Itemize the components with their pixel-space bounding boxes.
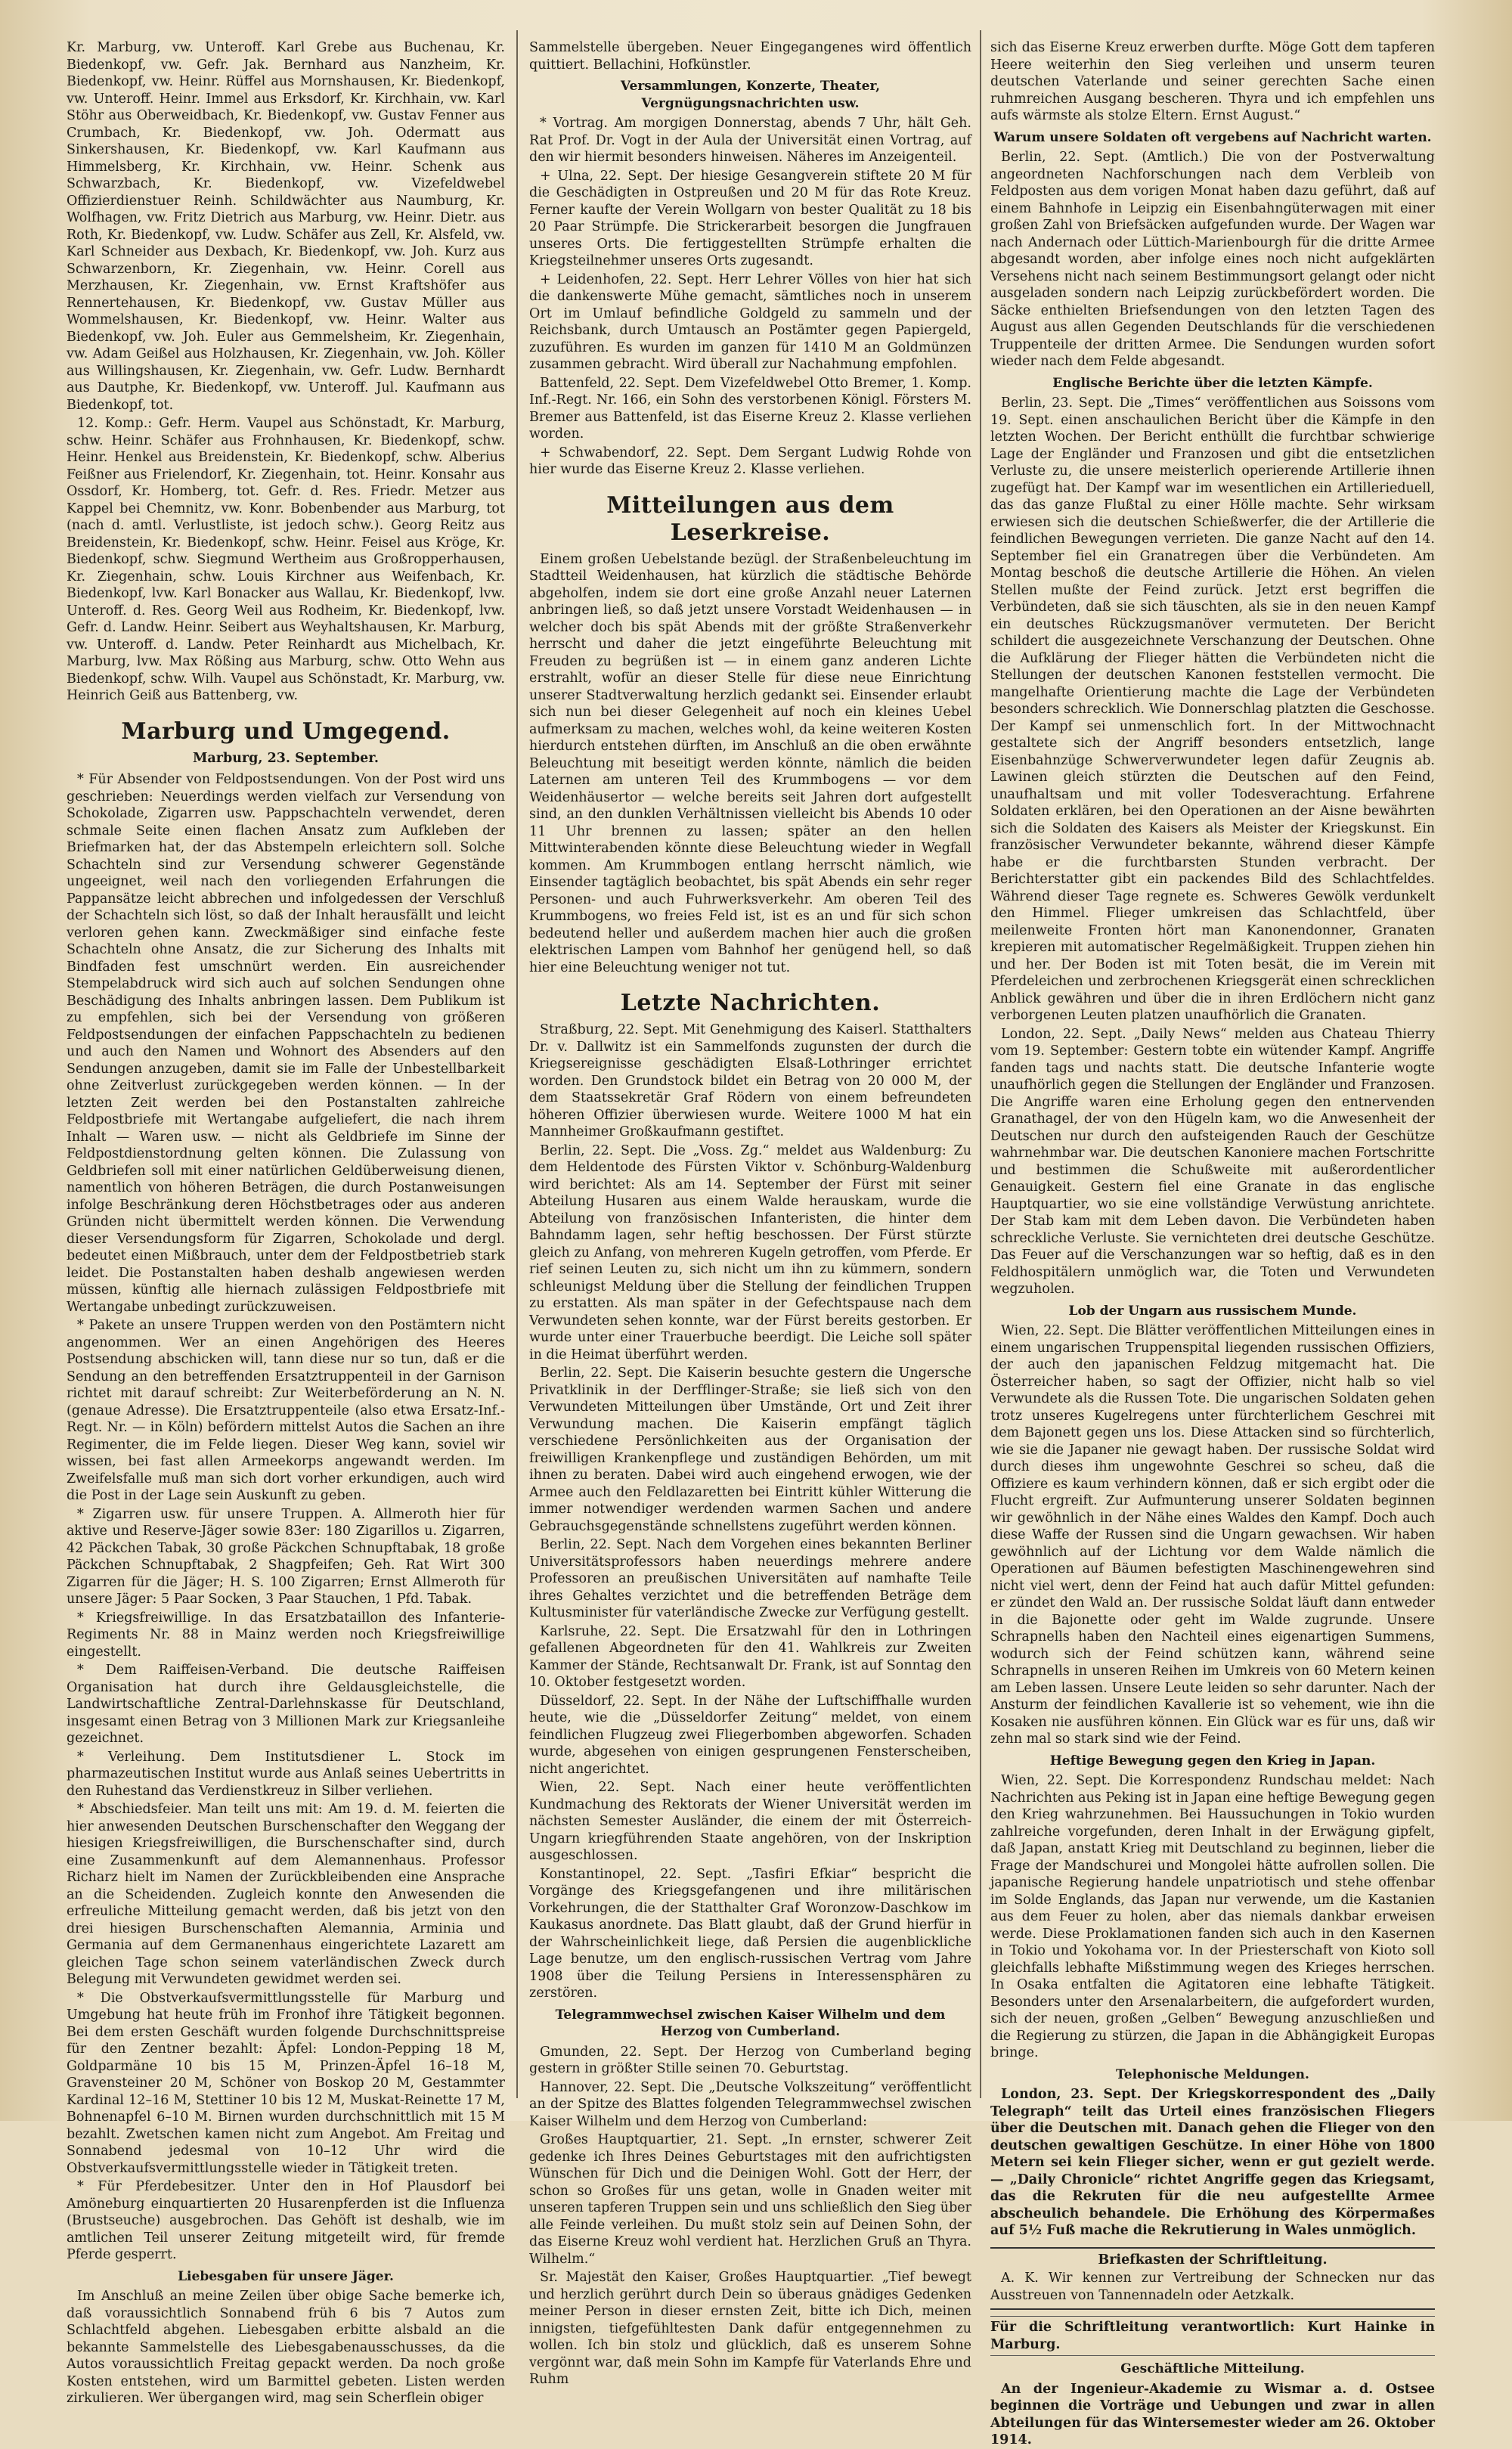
article-paragraph: Sammelstelle übergeben. Neuer Eingegangenes wird öffentlich quittiert. Bellachini, Hofkünstler. — [529, 40, 971, 73]
briefkasten-box — [990, 2247, 1435, 2311]
article-paragraph: * Pakete an unsere Truppen werden von den Postämtern nicht angenommen. Wer an einen Angehörigen des Heeres Postsendung abschicken will, tann diese nur so tun, daß er die Sendung an den betreffenden Ersatztruppenteil in der Garnison richtet mit darauf schreibt: Zur Weiterbeförderung an N. N. (genaue Adresse). Die Ersatztruppenteile (also etwa Ersatz-Inf.-Regt. Nr. — in Köln) befördern mittelst Autos die Sachen an ihre Regimenter, die im Felde liegen. Dieser Weg kann, soviel wir wissen, bei fast allen Armeekorps angewandt werden. Im Zweifelsfalle muß man sich dort vorher erkundigen, auch wird die Post in der Lage sein Auskunft zu geben. — [67, 1318, 505, 1503]
article-paragraph: A. K. Wir kennen zur Vertreibung der Schnecken nur das Ausstreuen von Tannennadeln oder Aetzkalk. — [990, 2271, 1435, 2303]
article-paragraph: sich das Eiserne Kreuz erwerben durfte. Möge Gott dem tapferen Heere weiterhin den Sieg verleihen und unserm teuren deutschen Vaterlande und seiner gerechten Sache einen ruhmreichen Ausgang bescheren. Thyra und ich empfehlen uns aufs wärmste als stolze Eltern. Ernst August.“ — [990, 40, 1435, 123]
subheading-japan: Heftige Bewegung gegen den Krieg in Japan. — [1049, 1753, 1376, 1769]
subheading-geschaeftliche-mitteilung: Geschäftliche Mitteilung. — [1120, 2361, 1305, 2376]
local-news: + Ulna, 22. Sept. Der hiesige Gesangverein stiftete 20 M für die Geschädigten in Ostpreußen und 20 M für das Rote Kreuz. Ferner kaufte der Verein Wollgarn von bester Qualität zu 18 bis 20 Paar Strümpfe. Die Strickerarbeit besorgen die Jungfrauen unseres Orts. Die fertiggestellten Strümpfe erhalten die Kriegsteilnehmer unseres Orts zugesandt. — [529, 168, 971, 268]
column-1 — [67, 39, 505, 2406]
news-item: London, 22. Sept. „Daily News“ melden aus Chateau Thierry vom 19. September: Gestern tobte ein wütender Kampf. Angriffe fanden tags und nachts statt. Die deutsche Infanterie wogte unaufhörlich gegen die Stellungen der Engländer und Franzosen. Die Angriffe waren eine Erholung gegen den entnervenden Granathagel, der von den Hügeln kam, wo die Anwesenheit der Deutschen nur durch den aufsteigenden Rauch der Geschütze wahrnehmbar war. Die deutschen Kanoniere machen Fortschritte und bestimmen die Schußweite mit außerordentlicher Genauigkeit. Gestern fiel eine Granate in das englische Hauptquartier, wo sie eine vollständige Verwüstung anrichtete. Der Stab kam mit dem Leben davon. Die Verbündeten haben schreckliche Verluste. Sie vernichteten drei deutsche Geschütze. Das Feuer auf die Verschanzungen war so heftig, daß es in den Feldhospitälern unmöglich war, die Toten und Verwundeten wegzuholen. — [990, 1026, 1435, 1297]
news-item: Großes Hauptquartier, 21. Sept. „In ernster, schwerer Zeit gedenke ich Ihres Deines Geburtstages mit den aufrichtigsten Wünschen für Dich und die Deinigen Wohl. Gott der Herr, der schon so Großes für uns getan, wolle in Gnaden weiter mit unseren tapferen Truppen sein und uns schließlich den Sieg über alle Feinde verleihen. Du mußt stolz sein auf Deinen Sohn, der das Eiserne Kreuz wohl verdient hat. Herzlichen Gruß an Thyra. Wilhelm.“ — [529, 2132, 971, 2267]
news-item: Berlin, 22. Sept. Die „Voss. Zg.“ meldet aus Waldenburg: Zu dem Heldentode des Fürsten Viktor v. Schönburg-Waldenburg wird berichtet: Als am 14. September der Fürst mit seiner Abteilung Husaren aus einem Walde herauskam, wurde die Abteilung von französischen Infanteristen, die hinter dem Bahndamm lagen, sehr heftig beschossen. Der Fürst stürzte gleich zu Anfang, von mehreren Kugeln getroffen, vom Pferde. Er rief seinen Leuten zu, sich nicht um ihn zu kümmern, sondern schleunigst Meldung über die Stellung der feindlichen Truppen zu erstatten. Als man später in der Gefechtspause nach dem Verwundeten sehen konnte, war der Fürst bereits gestorben. Er wurde unter einer Trauerbuche beerdigt. Die Leiche soll später in die Heimat überführt werden. — [529, 1142, 971, 1362]
article-paragraph: * Vortrag. Am morgigen Donnerstag, abends 7 Uhr, hält Geh. Rat Prof. Dr. Vogt in der Aula der Universität einen Vortrag, auf den wir hiermit besonders hinweisen. Näheres im Anzeigenteil. — [529, 116, 971, 165]
subheading-warum: Warum unsere Soldaten oft vergebens auf Nachricht warten. — [993, 129, 1432, 145]
news-item: Gmunden, 22. Sept. Der Herzog von Cumberland beging gestern in größter Stille seinen 70. Geburtstag. — [529, 2044, 971, 2076]
news-item: Düsseldorf, 22. Sept. In der Nähe der Luftschiffhalle wurden heute, wie die „Düsseldorfer Zeitung“ meldet, von einem feindlichen Flugzeug zwei Fliegerbomben abgeworfen. Schaden wurde, abgesehen von einigen gesprungenen Fensterscheiben, nicht angerichtet. — [529, 1693, 971, 1777]
news-item: Karlsruhe, 22. Sept. Die Ersatzwahl für den in Lothringen gefallenen Abgeordneten für den 41. Wahlkreis zur Zweiten Kammer der Stände, Rechtsanwalt Dr. Frank, ist auf Sonntag den 10. Oktober festgesetzt worden. — [529, 1623, 971, 1690]
article-paragraph: * Dem Raiffeisen-Verband. Die deutsche Raiffeisen Organisation hat durch ihre Geldausgleichstelle, die Landwirtschaftliche Zentral-Darlehnskasse für Deutschland, insgesamt einen Betrag von 3 Millionen Mark zur Kriegsanleihe gezeichnet. — [67, 1663, 505, 1746]
subheading-telegrammwechsel: Telegrammwechsel zwischen Kaiser Wilhelm und dem Herzog von Cumberland. — [555, 2007, 946, 2039]
subheading-englische-berichte: Englische Berichte über die letzten Kämpfe. — [1052, 375, 1373, 391]
article-paragraph: * Die Obstverkaufsvermittlungsstelle für Marburg und Umgebung hat heute früh im Fronhof ihre Tätigkeit begonnen. Bei dem ersten Geschäft wurden folgende Durchschnittspreise für den Zentner bezahlt: Äpfel: London-Pepping 18 M, Goldparmäne 10 bis 15 M, Prinzen-Äpfel 16–18 M, Gravensteiner 20 M, Schöner von Boskop 20 M, Gestammter Kardinal 12–16 M, Stettiner 10 bis 12 M, Muskat-Reinette 17 M, Bohnenapfel 6–10 M. Birnen wurden durchschnittlich mit 15 M bezahlt. Zwetschen kamen nicht zum Angebot. Am Freitag und Sonnabend jedesmal von 10–12 Uhr wird die Obstverkaufsvermittlungsstelle wieder in Tätigkeit treten. — [67, 1990, 505, 2176]
subheading-liebesgaben: Liebesgaben für unsere Jäger. — [178, 2268, 394, 2284]
news-item: Wien, 22. Sept. Nach einer heute veröffentlichten Kundmachung des Rektorats der Wiener Universität werden im nächsten Semester Ausländer, die einem der mit Österreich-Ungarn kriegführenden Staate angehören, von der Inskription ausgeschlossen. — [529, 1780, 971, 1863]
subheading-lob-der-ungarn: Lob der Ungarn aus russischem Munde. — [1068, 1303, 1357, 1319]
article-paragraph: * Verleihung. Dem Institutsdiener L. Stock im pharmazeutischen Institut wurde aus Anlaß seines Uebertritts in den Ruhestand das Verdienstkreuz in Silber verliehen. — [67, 1749, 505, 1799]
article-paragraph: Im Anschluß an meine Zeilen über obige Sache bemerke ich, daß voraussichtlich Sonnabend früh 6 bis 7 Autos zum Schlachtfeld abgehen. Liebesgaben erbitte alsbald an die bekannte Sammelstelle des Liebesgabenausschusses, da die Autos voraussichtlich Freitag gepackt werden. Da noch große Kosten entstehen, wird um Barmittel gebeten. Listen werden zirkulieren. Wer übergangen wird, mag sein Scherflein obiger — [67, 2289, 505, 2406]
article-paragraph: * Abschiedsfeier. Man teilt uns mit: Am 19. d. M. feierten die hier anwesenden Deutschen Burschenschafter den Weggang der hiesigen Kriegsfreiwilligen, die Burschenschafter sind, durch eine Zusammenkunft auf dem Alemannenhaus. Professor Richarz hielt im Namen der Zurückbleibenden eine Ansprache an die Scheidenden. Zugleich konnte den Anwesenden die erfreuliche Mitteilung gemacht werden, daß bis jetzt von den drei hiesigen Burschenschaften Alemannia, Arminia und Germania auf dem Germanenhaus eingerichtete Lazarett am gleichen Tage schon seinem vaterländischen Zweck durch Belegung mit Verwundeten gewidmet werden sei. — [67, 1802, 505, 1987]
subheading-versammlungen: Versammlungen, Konzerte, Theater, Vergnügungsnachrichten usw. — [620, 79, 881, 111]
news-item: Hannover, 22. Sept. Die „Deutsche Volkszeitung“ veröffentlicht an der Spitze des Blattes folgenden Telegrammwechsel zwischen Kaiser Wilhelm und dem Herzog von Cumberland: — [529, 2079, 971, 2129]
article-paragraph: Wien, 22. Sept. Die Korrespondenz Rundschau meldet: Nach Nachrichten aus Peking ist in Japan eine heftige Bewegung gegen den Krieg wahrzunehmen. Bei Haussuchungen in Tokio wurden zahlreiche vorgefunden, deren Inhalt in der Erwägung gipfelt, daß Japan, anstatt Krieg mit Deutschland zu beginnen, lieber die Frage der Mandschurei und Mongolei hätte aufrollen sollen. Die japanische Regierung handele unpatriotisch und stehe offenbar im Solde Englands, das Japan nur verwende, um die Kastanien aus dem Feuer zu holen, aber das niemals dankbar erweisen werde. Diese Proklamationen fanden sich auch in den Kasernen in Tokio und Yokohama vor. In der Priesterschaft von Kioto soll gleichfalls lebhafte Mißstimmung wegen des Krieges herrschen. In Osaka entfalten die Agitatoren eine lebhafte Tätigkeit. Besonders unter den Arsenalarbeitern, die aufgefordert wurden, sich der neuen, großen „Gelben“ Bewegung anzuschließen und die Regierung zu stürzen, die Japan in die Abhängigkeit Europas bringe. — [990, 1773, 1435, 2060]
news-item: Konstantinopel, 22. Sept. „Tasfiri Efkiar“ bespricht die Vorgänge des Kriegsgefangenen und ihre militärischen Vorkehrungen, die der Statthalter Graf Woronzow-Daschkow im Kaukasus anordnete. Das Blatt glaubt, daß der Grund hierfür in der Wahrscheinlichkeit liege, daß Persien die augenblickliche Lage benutze, um den englisch-russischen Vertrag vom Jahre 1908 über die Teilung Persiens in Interessensphären zu zerstören. — [529, 1866, 971, 2001]
local-news: + Leidenhofen, 22. Sept. Herr Lehrer Völles von hier hat sich die dankenswerte Mühe gemacht, sämtliches noch in unserem Ort im Umlauf befindliche Goldgeld zu sammeln und der Reichsbank, durch Umtausch an Postämter gegen Papiergeld, zuzuführen. Es wurden im ganzen für 1410 M an Goldmünzen zusammen gebracht. Wird überall zur Nachahmung empfohlen. — [529, 271, 971, 372]
news-item: Berlin, 22. Sept. Die Kaiserin besuchte gestern die Ungersche Privatklinik in der Derfflinger-Straße; sie ließ sich von den Verwundeten Mitteilungen über Umstände, Ort und Zeit ihrer Verwundung machen. Die Kaiserin empfängt täglich verschiedene Persönlichkeiten aus der Organisation der freiwilligen Krankenpflege und zuständigen Behörden, um mit ihnen zu beraten. Dabei wird auch eingehend erwogen, wie der Armee auch den Feldlazaretten bei Eintritt kühler Witterung die immer notwendiger werdenden warmen Sachen und andere Gebrauchsgegenstände schnellstens zugeführt werden können. — [529, 1366, 971, 1534]
subheading-briefkasten: Briefkasten der Schriftleitung. — [1098, 2252, 1328, 2268]
column-rule — [516, 30, 518, 2098]
column-2 — [529, 39, 971, 2387]
section-heading-letzte-nachrichten: Letzte Nachrichten. — [620, 990, 881, 1016]
casualty-list: Kr. Marburg, vw. Unteroff. Karl Grebe aus Buchenau, Kr. Biedenkopf, vw. Gefr. Jak. Bernhard aus Nanzheim, Kr. Biedenkopf, vw. Heinr. Rüffel aus Mornshausen, Kr. Biedenkopf, vw. Unteroff. Heinr. Immel aus Erksdorf, Kr. Kirchhain, vw. Karl Stöhr aus Oberweidbach, Kr. Biedenkopf, vw. Gustav Fenner aus Crumbach, Kr. Biedenkopf, vw. Joh. Odermatt aus Sinkershausen, Kr. Biedenkopf, vw. Karl Kaufmann aus Himmelsberg, Kr. Kirchhain, vw. Heinr. Schenk aus Schwarzbach, Kr. Biedenkopf, vw. Vizefeldwebel Offizierdienstuer Reinh. Schildwächter aus Naumburg, Kr. Wolfhagen, vw. Fritz Dietrich aus Marburg, vw. Heinr. Dietr. aus Roth, Kr. Biedenkopf, vw. Ludw. Schäfer aus Zell, Kr. Alsfeld, vw. Karl Schneider aus Dexbach, Kr. Biedenkopf, vw. Joh. Kurz aus Schwarzenborn, Kr. Ziegenhain, vw. Heinr. Corell aus Merzhausen, Kr. Ziegenhain, vw. Ernst Kraftshöfer aus Rennertehausen, Kr. Biedenkopf, vw. Gustav Müller aus Wommelshausen, Kr. Biedenkopf, vw. Heinr. Walter aus Biedenkopf, vw. Joh. Euler aus Gemmelsheim, Kr. Ziegenhain, vw. Adam Geißel aus Holzhausen, Kr. Ziegenhain, vw. Joh. Köller aus Willingshausen, Kr. Ziegenhain, vw. Gefr. Ludw. Bernhardt aus Dautphe, Kr. Biedenkopf, vw. Unteroff. Jul. Kaufmann aus Biedenkopf, tot. — [67, 40, 505, 413]
news-item: Berlin, 23. Sept. Die „Times“ veröffentlichen aus Soissons vom 19. Sept. einen anschaulichen Bericht über die Kämpfe in den letzten Wochen. Der Bericht enthüllt die furchtbar schwierige Lage der Engländer und Franzosen und gibt die entsetzlichen Verluste zu, die unsere meisterlich operierende Artillerie ihnen zugefügt hat. Der Kampf war im wesentlichen ein Artillerieduell, das das ganze Flußtal zu einer Hölle machte. Sehr wirksam erwiesen sich die deutschen Schießwerfer, die der Artillerie die feindlichen Bewegungen verrieten. Die ganze Nacht auf den 14. September fiel ein Granatregen über die Verbündeten. Am Montag beschoß die deutsche Artillerie die Höhen. An vielen Stellen mußte der Feind zurück. Jetzt erst begriffen die Verbündeten, daß sie sich täuschten, als sie in den neuen Kampf ein deutsches Rückzugsmanöver vermuteten. Der Bericht schildert die ausgezeichnete Verschanzung der Deutschen. Ohne die Aufklärung der Flieger hätten die Verbündeten nicht die Stellungen der deutschen Kanonen feststellen vermocht. Die mangelhafte Orientierung machte die Lage der Verbündeten besonders schrecklich. Wie Donnerschlag platzten die Geschosse. Der Kampf sei unmenschlich fort. In der Mittwochnacht gestaltete sich der Angriff besonders entsetzlich, lange Eisenbahnzüge Schwerverwundeter legen dafür Zeugnis ab. Lawinen gleich stürzten die Deutschen auf den Feind, unaufhaltsam und mit voller Todesverachtung. Erfahrene Soldaten erklären, bei den Operationen an der Aisne bewährten sich die Soldaten des Kaisers als Meister der Kriegskunst. Ein französischer Verwundeter bekannte, während dieser Kämpfe habe er die furchtbarsten Stunden verbracht. Der Berichterstatter gibt ein packendes Bild des Schlachtfeldes. Während dieser Tage regnete es. Schweres Gewölk verdunkelt den Himmel. Flieger umkreisen das Schlachtfeld, über meilenweite Fronten hört man Kanonendonner, Granaten krepieren mit automatischer Regelmäßigkeit. Truppen ziehen hin und her. Der Boden ist mit Toten besät, die im Verein mit Pferdeleichen und zerbrochenen Kriegsgerät einen schrecklichen Anblick gewähren und über die in ihren Erdlöchern nicht ganz verborgenen Leuten platzen unaufhörlich die Granaten. — [990, 395, 1435, 1023]
article-paragraph: * Für Pferdebesitzer. Unter den in Hof Plausdorf bei Amöneburg einquartierten 20 Husarenpferden ist die Influenza (Brustseuche) ausgebrochen. Das Gehöft ist deshalb, wie im amtlichen Teil unserer Zeitung mitgeteilt wird, für fremde Pferde gesperrt. — [67, 2179, 505, 2262]
news-item: Berlin, 22. Sept. Nach dem Vorgehen eines bekannten Berliner Universitätsprofessors haben neuerdings mehrere andere Professoren an preußischen Universitäten auf namhafte Teile ihres Gehaltes verzichtet und die betreffenden Beträge dem Kultusminister für vaterländische Zwecke zur Verfügung gestellt. — [529, 1537, 971, 1620]
dateline: Marburg, 23. September. — [193, 750, 379, 766]
responsible-editor: Für die Schriftleitung verantwortlich: Kurt Hainke in Marburg. — [990, 2316, 1435, 2356]
news-item: Sr. Majestät den Kaiser, Großes Hauptquartier. „Tief bewegt und herzlich gerührt durch Dein so überaus gnädiges Gedenken meiner Person in dieser ernsten Zeit, bitte ich Dich, meinen innigsten, tiefgefühltesten Dank dafür entgegennehmen zu wollen. Ich bin stolz und glücklich, daß es unserem Sohne vergönnt war, daß mein Sohn im Kampfe für Vaterlands Ehre und Ruhm — [529, 2270, 971, 2387]
article-paragraph: Berlin, 22. Sept. (Amtlich.) Die von der Postverwaltung angeordneten Nachforschungen nach dem Verbleib von Feldposten aus dem vorigen Monat haben dazu geführt, daß auf einem Bahnhofe in Leipzig ein Eisenbahngüterwagen mit einer großen Zahl von Briefsäcken aufgefunden wurde. Der Wagen war nach Andernach oder Lüttich-Marienbourgh für die dritte Armee abgesandt worden, aber infolge eines noch nicht aufgeklärten Versehens nicht nach seinem Bestimmungsort gelangt oder nicht ausgeladen sondern nach Leipzig zurückbefördert worden. Die Säcke enthielten Briefsendungen von den letzten Tagen des August aus allen Gegenden Deutschlands für die verschiedenen Truppenteile der dritten Armee. Die Sendungen wurden sofort wieder nach dem Felde abgesandt. — [990, 150, 1435, 369]
news-item: Straßburg, 22. Sept. Mit Genehmigung des Kaiserl. Statthalters Dr. v. Dallwitz ist ein Sammelfonds zugunsten der durch die Kriegsereignisse geschädigten Elsaß-Lothringer errichtet worden. Den Grundstock bildet ein Betrag von 20 000 M, der dem Staatssekretär Graf Rödern von einem befreundeten höheren Offizier überwiesen wurde. Weitere 1000 M hat ein Mannheimer Großkaufmann gestiftet. — [529, 1022, 971, 1139]
article-paragraph: * Für Absender von Feldpostsendungen. Von der Post wird uns geschrieben: Neuerdings werden vielfach zur Versendung von Schokolade, Zigarren usw. Pappschachteln verwendet, deren schmale Seite einen flachen Ansatz zum Aufkleben der Briefmarken hat, der das Abstempeln erleichtern soll. Solche Schachteln sind zur Versendung schwerer Gegenstände ungeeignet, weil nach den vorliegenden Erfahrungen die Pappansätze leicht abbrechen und infolgedessen der Verschluß der Schachteln sich löst, so daß der Inhalt herausfällt und leicht verloren gehen kann. Zweckmäßiger sind einfache feste Schachteln ohne Ansatz, die zur Sicherung des Inhalts mit Bindfaden fest umschnürt werden. Ein ausreichender Stempelabdruck wird sich auch auf solchen Sendungen ohne Beschädigung des Inhalts anbringen lassen. Dem Publikum ist zu empfehlen, sich bei der Versendung von größeren Feldpostsendungen der einfachen Pappschachteln zu bedienen und auch den Namen und Wohnort des Absenders auf den Sendungen anzugeben, damit sie im Falle der Unbestellbarkeit ohne Zeitverlust zurückgegeben werden können. — In der letzten Zeit werden bei den Postanstalten zahlreiche Feldpostbriefe mit Wertangabe aufgeliefert, die nach ihrem Inhalt — Waren usw. — nicht als Geldbriefe im Sinne der Feldpostdienstordnung gelten können. Die Zulassung von Geldbriefen soll mit einer natürlichen Geldüberweisung dienen, namentlich von höheren Beträgen, die durch Postanweisungen infolge Beschränkung deren Höchstbetrages oder aus anderen Gründen nicht übermittelt werden können. Die Verwendung dieser Versendungsform für Zigarren, Schokolade und dergl. bedeutet einen Mißbrauch, unter dem der Feldpostbetrieb stark leidet. Die Postanstalten haben deshalb angewiesen werden müssen, künftig alle hiernach zulässigen Feldpostbriefe mit Wertangabe unbedingt zurückzuweisen. — [67, 772, 505, 1315]
subheading-telephonische-meldungen: Telephonische Meldungen. — [1116, 2066, 1309, 2082]
local-news: Battenfeld, 22. Sept. Dem Vizefeldwebel Otto Bremer, 1. Komp. Inf.-Regt. Nr. 166, ein Sohn des verstorbenen Königl. Försters M. Bremer aus Battenfeld, ist das Eiserne Kreuz 2. Klasse verliehen worden. — [529, 375, 971, 442]
column-3 — [990, 39, 1435, 2447]
column-rule — [980, 30, 981, 2098]
article-paragraph: London, 23. Sept. Der Kriegskorrespondent des „Daily Telegraph“ teilt das Urteil eines französischen Fliegers über die Deutschen mit. Danach gehen die Flieger von den deutschen gewaltigen Geschütze. In einer Höhe von 1800 Metern sei kein Flieger sicher, wenn er gut gezielt werde. — „Daily Chronicle“ richtet Angriffe gegen das Kriegsamt, das die Rekruten für die neu aufgestellte Armee abscheulich behandele. Die Erhöhung des Körpermaßes auf 5½ Fuß mache die Rekrutierung in Wales unmöglich. — [990, 2087, 1435, 2238]
article-paragraph: * Zigarren usw. für unsere Truppen. A. Allmeroth hier für aktive und Reserve-Jäger sowie 83er: 180 Zigarillos u. Zigarren, 42 Päckchen Tabak, 30 große Päckchen Schnupftabak, 18 große Päckchen Schnupftabak, 2 Shagpfeifen; Geh. Rat Wirt 300 Zigarren für die Jäger; H. S. 100 Zigarren; Ernst Allmeroth für unsere Jäger: 5 Paar Socken, 3 Paar Stauchen, 1 Pfd. Tabak. — [67, 1506, 505, 1607]
article-paragraph: Wien, 22. Sept. Die Blätter veröffentlichen Mitteilungen eines in einem ungarischen Truppenspital liegenden russischen Offiziers, der auch den japanischen Feldzug mitgemacht hat. Die Österreicher haben, so sagt der Offizier, nicht halb so viel Verwundete als die Russen Tote. Die ungarischen Soldaten gehen trotz unseres Kugelregens unter fürchterlichem Geschrei mit dem Bajonett gegen uns los. Diese Attacken sind so fürchterlich, wie sie die Japaner nie gewagt haben. Der russische Soldat wird durch dieses ihm ungewohnte Geschrei so scheu, daß die Offiziere es kaum verhindern können, daß er sich ergibt oder die Flucht ergreift. Zur Aufmunterung unserer Soldaten beginnen wir gewöhnlich in der Nähe eines Waldes den Kampf. Doch auch diese Waffe der Russen sind die Ungarn gewachsen. Wir haben gewöhnlich auf der Lichtung vor dem Walde nämlich die Operationen auf Bäumen befestigten Maschinengewehren sind nicht viel wert, denn der Feind hat auch dafür Mittel gefunden: er zündet den Wald an. Der russische Soldat läuft dann entweder in die Bajonette oder geht im Walde zugrunde. Unsere Schrapnells haben den Nachteil eines eigenartigen Summens, wodurch sich der Feind schützen kann, während seine Schrapnells in unseren Reihen im Umkreis von 60 Metern keinen am Leben lassen. Unsere Leute leiden so sehr darunter. Nach der Ansturm der feindlichen Kavallerie ist so vehement, wie ihn die Kosaken nie ausführen können. Ein Glück war es für uns, daß wir zehn mal so stark sind wie der Feind. — [990, 1323, 1435, 1747]
article-paragraph: An der Ingenieur-Akademie zu Wismar a. d. Ostsee beginnen die Vorträge und Uebungen und zwar in allen Abteilungen für das Wintersemester wieder am 26. Oktober 1914. — [990, 2381, 1435, 2447]
casualty-list: 12. Komp.: Gefr. Herm. Vaupel aus Schönstadt, Kr. Marburg, schw. Heinr. Schäfer aus Frohnhausen, Kr. Biedenkopf, schw. Heinr. Henkel aus Breidenstein, Kr. Biedenkopf, schw. Alberius Feißner aus Frielendorf, Kr. Ziegenhain, tot. Heinr. Konsahr aus Ossdorf, Kr. Homberg, tot. Gefr. d. Res. Friedr. Metzer aus Kappel bei Chemnitz, vw. Konr. Bobenbender aus Marburg, tot (nach d. amtl. Verlustliste, ist jedoch schw.). Georg Reitz aus Breidenstein, Kr. Biedenkopf, schw. Heinr. Feisel aus Kröge, Kr. Biedenkopf, schw. Siegmund Wertheim aus Großropperhausen, Kr. Ziegenhain, schw. Louis Kirchner aus Weifenbach, Kr. Biedenkopf, lvw. Karl Bonacker aus Wallau, Kr. Biedenkopf, lvw. Unteroff. d. Res. Georg Weil aus Rodheim, Kr. Biedenkopf, lvw. Gefr. d. Landw. Heinr. Seibert aus Weyhaltshausen, Kr. Marburg, vw. Unteroff. d. Landw. Peter Reinhardt aus Michelbach, Kr. Marburg, lvw. Max Rößing aus Marburg, schw. Otto Wehn aus Biedenkopf, schw. Wilh. Vaupel aus Schönstadt, Kr. Marburg, vw. Heinrich Geiß aus Battenberg, vw. — [67, 416, 505, 703]
article-paragraph: Einem großen Uebelstande bezügl. der Straßenbeleuchtung im Stadtteil Weidenhausen, hat kürzlich die städtische Behörde abgeholfen, indem sie dort eine große Anzahl neuer Laternen anbringen ließ, so daß jetzt unsere Vorstadt Weidenhausen — in welcher doch bis spät Abends mit der größte Straßenverkehr herrscht und daher die jetzt eingeführte Beleuchtung mit Freuden zu begrüßen ist — in einem ganz anderen Lichte erstrahlt, wofür an dieser Stelle für diese neue Einrichtung unserer Stadtverwaltung herzlich gedankt sei. Einsender erlaubt sich nun bei dieser Gelegenheit auf noch ein kleines Uebel aufmerksam zu machen, welches wohl, da keine weiteren Kosten hierdurch entstehen dürften, im Anschluß an die oben erwähnte Beleuchtung mit beseitigt werden könnte, nämlich die beiden Laternen am unteren Teil des Krummbogens — vor dem Weidenhäusertor — welche bereits seit Jahren dort aufgestellt sind, an den dunklen Verhältnissen vielleicht bis Abends 10 oder 11 Uhr brennen zu lassen; später an den hellen Mittwinterabenden könnte diese Beleuchtung wieder in Wegfall kommen. Am Krummbogen entlang herrscht nämlich, wie Einsender tagtäglich beobachtet, bis spät Abends ein sehr reger Personen- und auch Fuhrwerksverkehr. Am oberen Teil des Krummbogens, wo freies Feld ist, ist es an und für sich schon bedeutend heller und außerdem machen hier auch die großen elektrischen Lampen vom Bahnhof her genügend hell, so daß hier eine Beleuchtung weniger not tut. — [529, 551, 971, 975]
article-paragraph: * Kriegsfreiwillige. In das Ersatzbataillon des Infanterie-Regiments Nr. 88 in Mainz werden noch Kriegsfreiwillige eingestellt. — [67, 1610, 505, 1660]
section-heading-marburg: Marburg und Umgegend. — [121, 718, 451, 745]
section-heading-leserkreise: Mitteilungen aus dem Leserkreise. — [606, 491, 894, 546]
local-news: + Schwabendorf, 22. Sept. Dem Sergant Ludwig Rohde von hier wurde das Eiserne Kreuz 2. Klasse verliehen. — [529, 445, 971, 477]
